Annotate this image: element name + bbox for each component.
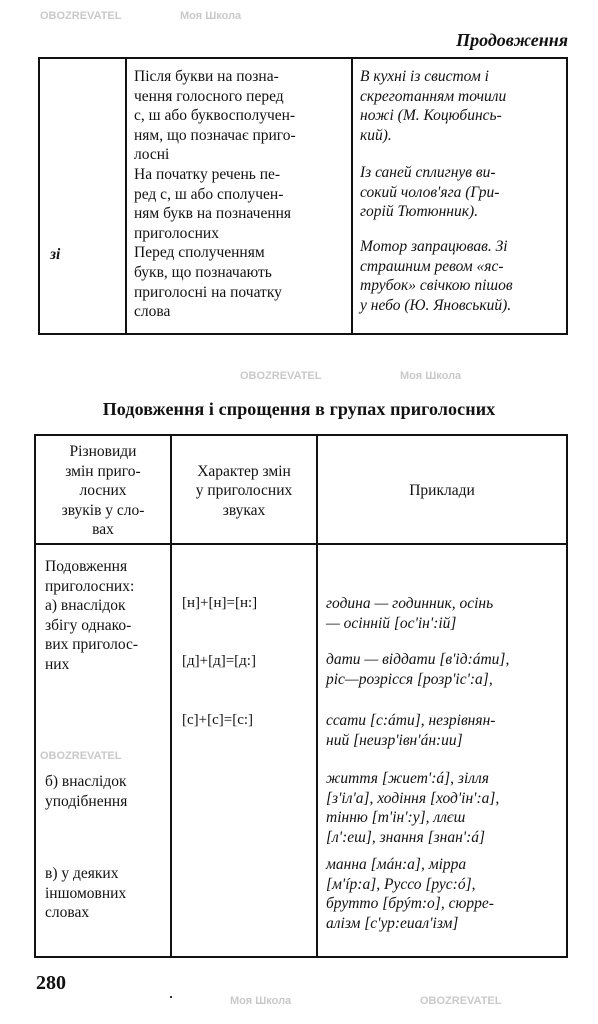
- example-line: трубок» свічкою пішов: [360, 277, 513, 295]
- formula-dd: [д]+[д]=[д:]: [182, 653, 256, 669]
- example-line: брутто [брýт:о], сюрре-: [326, 895, 494, 913]
- type-line: вих приголос-: [45, 636, 139, 654]
- watermark: OBOZREVATEL: [40, 10, 122, 22]
- example-line: страшним ревом «яс-: [360, 257, 504, 275]
- type-line: збігу однако-: [45, 616, 132, 634]
- type-line: в) у деяких: [45, 865, 119, 882]
- watermark: OBOZREVATEL: [40, 750, 122, 762]
- speck: [170, 996, 172, 998]
- rule-line: ням букв на позначення: [134, 205, 292, 223]
- watermark: OBOZREVATEL: [420, 995, 502, 1007]
- example-line: В кухні із свистом і: [360, 68, 489, 85]
- example-line: алізм [с'ур:еиал'ізм]: [326, 914, 459, 932]
- example-line: [м'íр:а], Руссо [рус:ó],: [326, 875, 476, 893]
- example-line: тінню [т'ін':у], ллєш: [326, 809, 466, 827]
- example-line: дати — віддати [в'ід:áти],: [326, 651, 510, 668]
- type-line: а) внаслідок: [45, 597, 126, 615]
- header-line: Характер змін: [197, 462, 291, 480]
- example-line: ссати [с:áти], незрівнян-: [326, 712, 496, 729]
- type-line: Подовження: [45, 558, 128, 575]
- consonant-changes-table: [34, 434, 568, 958]
- type-line: уподібнення: [45, 792, 128, 810]
- header-line: вах: [92, 521, 114, 539]
- rule-line: ред с, ш або сполучен-: [134, 185, 284, 203]
- watermark: OBOZREVATEL: [240, 370, 322, 382]
- watermark: Моя Школа: [180, 10, 242, 22]
- header-divider: [36, 543, 566, 545]
- header-line: у приголосних: [195, 482, 293, 500]
- example-line: життя [жиет':á], зілля: [326, 770, 489, 787]
- example-line: скреготанням точили: [360, 87, 507, 105]
- rule-line: На початку речень пе-: [134, 166, 281, 183]
- continuation-table: [38, 57, 568, 335]
- header-line: звуків у сло-: [61, 501, 145, 519]
- running-head: Продовження: [456, 30, 568, 50]
- rule-line: приголосні на початку: [134, 283, 282, 301]
- example-line: Із саней сплигнув ви-: [360, 164, 496, 181]
- rule-line: букв, що позначають: [134, 264, 272, 281]
- example-line: ріс—розрісся [розр'іс':а],: [326, 670, 493, 688]
- watermark: Моя Школа: [400, 370, 462, 382]
- example-line: година — годинник, осінь: [326, 595, 494, 612]
- section-title: Подовження і спрощення в групах приголосних: [102, 399, 496, 419]
- rule-line: с, ш або буквосполучен-: [134, 107, 296, 125]
- example-line: кий).: [360, 126, 392, 144]
- example-line: горій Тютюнник).: [360, 203, 479, 221]
- formula-ss: [с]+[с]=[с:]: [182, 712, 254, 728]
- type-line: приголосних:: [45, 577, 135, 595]
- header-line: лосних: [79, 482, 127, 500]
- type-line: іншомовних: [45, 884, 127, 902]
- page-number: 280: [36, 972, 66, 994]
- example-line: ний [неизр'івн'áн:ии]: [326, 731, 463, 749]
- rule-line: Перед сполученням: [134, 244, 265, 262]
- header-line: Різновиди: [69, 443, 137, 460]
- example-line: сокий чолов'яга (Гри-: [360, 183, 500, 201]
- header-line: змін приго-: [65, 462, 141, 480]
- example-line: у небо (Ю. Яновський).: [360, 296, 512, 314]
- example-line: ножі (М. Коцюбинсь-: [360, 107, 502, 125]
- type-line: словах: [45, 904, 90, 922]
- type-line: б) внаслідок: [45, 773, 127, 790]
- rule-line: Після букви на позна-: [134, 68, 279, 85]
- rule-line: чення голосного перед: [134, 87, 284, 105]
- rule-line: слова: [134, 303, 171, 321]
- example-line: — осінній [ос'ін':ій]: [326, 614, 457, 632]
- formula-nn: [н]+[н]=[н:]: [182, 595, 258, 611]
- example-line: [л':еш], знання [знан':á]: [326, 828, 486, 846]
- header-col-examples: Приклади: [409, 482, 475, 500]
- column-divider: [351, 59, 353, 333]
- column-divider: [125, 59, 127, 333]
- example-line: Мотор запрацював. Зі: [360, 238, 508, 255]
- example-line: манна [мáн:а], мірра: [326, 856, 467, 873]
- example-line: [з'іл'а], ходіння [ход'ін':а],: [326, 789, 500, 807]
- type-line: них: [45, 656, 70, 673]
- row-label: зі: [50, 246, 61, 263]
- rule-line: лосні: [134, 146, 170, 164]
- header-line: звуках: [222, 501, 266, 519]
- watermark: Моя Школа: [230, 995, 292, 1007]
- rule-line: ням, що позначає приго-: [134, 126, 296, 144]
- column-divider: [316, 436, 318, 956]
- rule-line: приголосних: [134, 224, 219, 242]
